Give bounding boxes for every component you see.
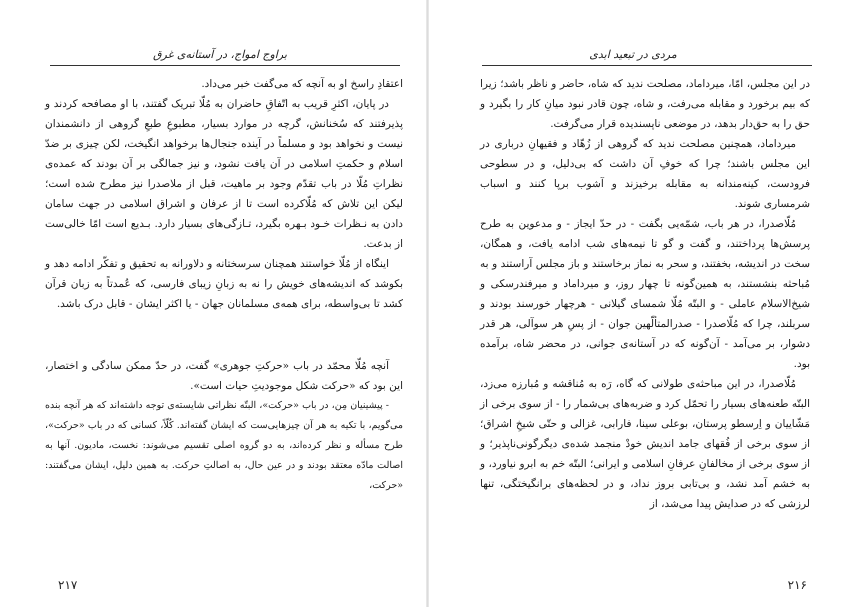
header-rule <box>482 65 812 66</box>
paragraph: میرداماد، همچنین مصلحت ندید که گروهی از زُهّاد و فقیهانِ درباری در این مجلس باشند؛ چرا که خوفِ آن داشت که بی‌دلیل، و در سطوحی فرودست، کینه‌مندانه به مقابله برخیزند و آشوب برپا کنند و اسباب شرمساری شوند. <box>480 138 810 210</box>
paragraph: آنچه مُلّا محمّد در باب «حرکتِ جوهری» گفت، در حدّ ممکن سادگی و اختصار، این بود که «حرکت شکل موجودیتِ حیات است». <box>45 360 403 392</box>
paragraph: اینگاه از مُلّا خواستند همچنان سرسختانه و دلاورانه به تحقیق و تفکّر ادامه دهد و بکوشد که اندیشه‌های خویش را نه به زبانِ زیبای فارسی، که عُمدتاً به زبان قرآن کشد تا بی‌واسطه، برای همه‌ی مسلمانان جهان - یا اکثر ایشان - قابل درک باشد. <box>45 258 403 310</box>
page-body <box>45 74 403 496</box>
running-head: براوج امواج، در آستانه‌ی غرق <box>152 48 287 61</box>
paragraph: در این مجلس، امّا، میرداماد، مصلحت ندید که شاه، حاضر و ناظر باشد؛ زیرا که بیم برخورد و مقابله می‌رفت، و شاه، چون قادر نبود میانِ کار را بگیرد و حق را به حق‌دار بدهد، در موضعی ناپسندیده قرار می‌گرفت. <box>480 78 810 130</box>
paragraph: - پیشینیان مِن، در باب «حرکت»، البتّه نظراتی شایسته‌ی توجه داشته‌اند که هر آنچه بنده می‌گویم، با تکیه به هر آن چیزهایی‌ست که ایشان گفته‌اند. کُلّاً، کسانی که در باب «حرکت»، طرح مسأله و نظر کرده‌اند، به دو گروه اصلی تقسیم می‌شوند: نخست، مادیون. آنها به اصالت مادّه معتقد بودند و در عین حال، به اصالتِ حرکت. به همین دلیل، ایشان می‌گفتند: «حرکت، <box>45 400 403 491</box>
header-rule <box>50 65 400 66</box>
right-page <box>428 0 855 607</box>
running-head: مردی در تبعید ابدی <box>589 48 677 61</box>
paragraph: در پایان، اکثرِ قریب به اتّفاقِ حاضران به مُلّا تبریک گفتند، با او مصافحه کردند و پذیرفتند که سُخنانش، گرچه در موارد بسیار، مطبوعِ طبعِ گروهی از دانشمندان نیست و نخواهد بود و مسلماً در آینده جنجال‌ها برخواهد انگیخت، لکن چیزی بر ضدّ اسلام و حکمتِ اسلامی در آن یافت نشود، و نیز جمالگی بر آن بودند که عمده‌ی نظراتِ مُلّا در باب تقدّم وجود بر ماهیت، قبل از ملاصدرا نیز مطرح شده است؛ لیکن این تلاش که مُلّاکرده است تا از عرفان و اشراق اسلامی در جهت سامان دادن به نـظرات خـود بـهره بگیرد، تـازگی‌های بسیار دارد. بـدیع است امّا خالی‌ست از بدعت. <box>45 98 403 250</box>
page-number: ۲۱۶ <box>787 578 807 592</box>
paragraph: مُلّاصدرا، در هر باب، شمّه‌یی بگفت - در حدّ ایجاز - و مدعوین به طرح پرسش‌ها پرداختند، و گفت و گو تا نیمه‌های شب ادامه یافت، و همگان، سخت در اندیشه، بخفتند، و سحر به نماز برخاستند و باز مجلس آراستند و به مُباحثه بنشستند، به همین‌گونه تا چهار روز، و میرداماد و میرفندرسکی و شیخ‌الاسلام عاملی - و البتّه مُلّا شمسای گیلانی - هرچهار خورسند بودند و سربلند، چرا که مُلّاصدرا - صدرالمتألّهین جوان - از پسِ هر سوآلی، هر قدر دشوار، بر می‌آمد - آن‌گونه که در آستانه‌ی جوانی، در محضر شاه، برآمده بود. <box>480 218 810 370</box>
page-number: ۲۱۷ <box>58 578 78 592</box>
paragraph: اعتقادِ راسخ او به آنچه که می‌گفت خبر می‌داد. <box>201 78 403 90</box>
paragraph: مُلّاصدرا، در این مباحثه‌ی طولانی که گاه، رَه به مُناقشه و مُبارزه می‌زد، البتّه طعنه‌های بسیار را تحمّل کرد و ضربه‌های بی‌شمار را - از سوی برخی از مَشّاییان و اِرسطو پرستان، بوعلی سینا، فارابی، غزالی و حتّی شیخِ اشراق؛ از سوی برخی از فُقهای جامد اندیش خودْ منجمد شده‌ی دیگرگونی‌ناپذیر؛ و از سوی برخی از مخالفانِ عرفانِ اسلامی و ایرانی؛ البتّه خم به ابرو نیاورد، و به خشم آمد نشد، و بی‌تابی بروز نداد، و در لحظه‌های برانگیختگی، تنها لرزشی که در صدایش پیدا می‌شد، از <box>480 378 810 510</box>
page-body <box>480 74 810 514</box>
